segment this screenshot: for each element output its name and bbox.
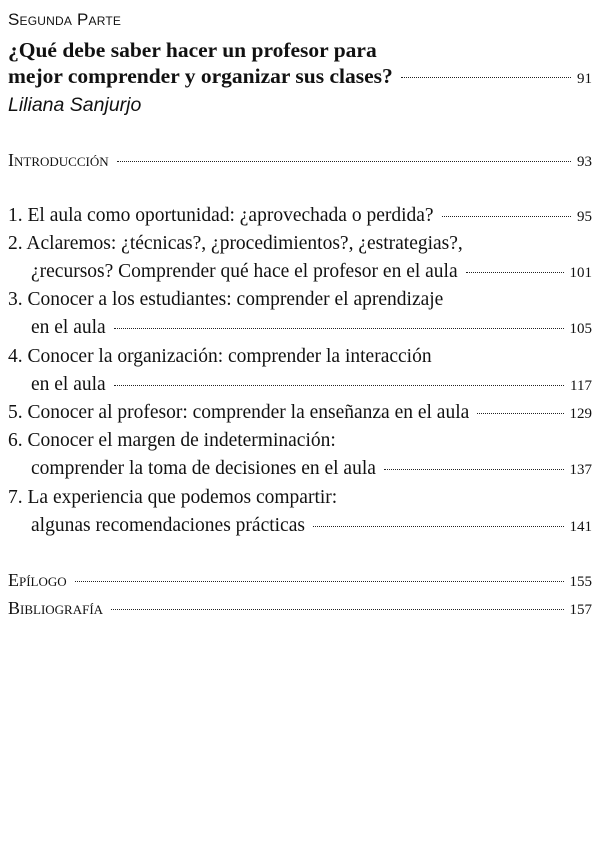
toc-entry-chapter-6[interactable] [31, 458, 592, 484]
toc-entry-chapter-3-line-1 [8, 289, 592, 315]
page-number: 91 [577, 71, 592, 87]
author-name: Liliana Sanjurjo [8, 94, 142, 116]
page-number: 105 [569, 321, 592, 337]
chapter-title-continued: comprender la toma de decisiones en el aula [31, 458, 376, 479]
toc-entry-chapter-1[interactable] [8, 205, 592, 231]
chapter-title-continued: en el aula [31, 317, 106, 338]
toc-entry-chapter-6-line-1 [8, 430, 592, 456]
chapter-title: 3. Conocer a los estudiantes: comprender el aprendizaje [8, 289, 444, 310]
dot-leader [442, 216, 571, 217]
part-label: Segunda Parte [8, 10, 122, 29]
toc-entry-part-title[interactable] [8, 64, 592, 90]
chapter-title-continued: algunas recomendaciones prácticas [31, 515, 305, 536]
dot-leader [384, 469, 564, 470]
toc-entry-chapter-2[interactable] [31, 261, 592, 287]
toc-entry-chapter-2-line-1 [8, 233, 592, 259]
page-number: 101 [569, 265, 592, 281]
page-number: 137 [569, 462, 592, 478]
dot-leader [117, 161, 571, 162]
toc-entry-introduccion[interactable] [8, 150, 592, 176]
chapter-title: 7. La experiencia que podemos compartir: [8, 487, 338, 508]
dot-leader [401, 77, 571, 78]
chapter-title: 5. Conocer al profesor: comprender la enseñanza en el aula [8, 402, 470, 423]
page-number: 95 [577, 209, 592, 225]
page-number: 129 [569, 406, 592, 422]
toc-entry-chapter-3[interactable] [31, 317, 592, 343]
part-title-line-1: ¿Qué debe saber hacer un profesor para [8, 38, 377, 62]
dot-leader [114, 385, 564, 386]
dot-leader [75, 581, 564, 582]
dot-leader [466, 272, 564, 273]
toc-entry-epilogo[interactable] [8, 570, 592, 596]
page-number: 157 [569, 602, 592, 618]
toc-entry-bibliografia[interactable] [8, 598, 592, 624]
toc-entry-chapter-4[interactable] [31, 374, 592, 400]
chapter-title: 4. Conocer la organización: comprender la interacción [8, 346, 432, 367]
page-number: 155 [569, 574, 592, 590]
page-number: 93 [577, 154, 592, 170]
dot-leader [114, 328, 564, 329]
intro-label: Introducción [8, 150, 109, 170]
page-number: 141 [569, 519, 592, 535]
chapter-title: 6. Conocer el margen de indeterminación: [8, 430, 336, 451]
dot-leader [477, 413, 563, 414]
back-matter-label: Epílogo [8, 570, 67, 590]
chapter-title: 1. El aula como oportunidad: ¿aprovechada o perdida? [8, 205, 434, 226]
page-number: 117 [570, 378, 592, 394]
toc-entry-chapter-5[interactable] [8, 402, 592, 428]
chapter-title: 2. Aclaremos: ¿técnicas?, ¿procedimientos?, ¿estrategias?, [8, 233, 463, 254]
part-title-line-2: mejor comprender y organizar sus clases? [8, 64, 393, 88]
chapter-title-continued: en el aula [31, 374, 106, 395]
dot-leader [111, 609, 563, 610]
toc-entry-chapter-7-line-1 [8, 487, 592, 513]
back-matter-label: Bibliografía [8, 598, 104, 618]
chapter-title-continued: ¿recursos? Comprender qué hace el profesor en el aula [31, 261, 458, 282]
dot-leader [313, 526, 564, 527]
toc-entry-chapter-4-line-1 [8, 346, 592, 372]
toc-entry-chapter-7[interactable] [31, 515, 592, 541]
